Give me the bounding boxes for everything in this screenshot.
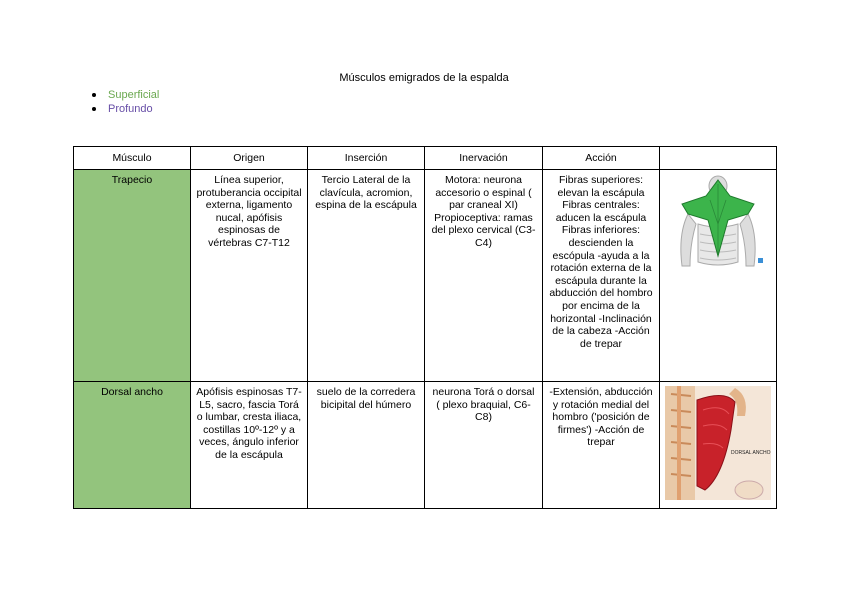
- legend-item-superficial: Superficial: [92, 88, 159, 102]
- header-inervacion: Inervación: [425, 147, 543, 170]
- cell-accion: Fibras superiores: elevan la escápula Fibras centrales: aducen la escápula Fibras inferiores: descienden la escópula -ayuda a la rotación externa de la escápula durante la abducción del hombro por encima de la horizontal -Inclinación de la cabeza -Acción de trepar: [543, 170, 660, 382]
- legend-list: [92, 88, 159, 116]
- header-musculo: Músculo: [74, 147, 191, 170]
- latissimus-dorsi-illustration: [665, 386, 771, 500]
- legend-item-profundo: Profundo: [92, 102, 159, 116]
- cell-origen: Apófisis espinosas T7-L5, sacro, fascia Torá o lumbar, cresta iliaca, costillas 10º-12º y a veces, ángulo inferior de la escápula: [191, 382, 308, 509]
- table-row: [74, 382, 777, 509]
- muscles-table: [73, 146, 777, 509]
- cell-accion: -Extensión, abducción y rotación medial del hombro ('posición de firmes') -Acción de trepar: [543, 382, 660, 509]
- cell-origen: Línea superior, protuberancia occipital externa, ligamento nucal, apófisis espinosas de vértebras C7-T12: [191, 170, 308, 382]
- header-origen: Origen: [191, 147, 308, 170]
- page-title: Músculos emigrados de la espalda: [339, 72, 509, 84]
- cell-musculo: Dorsal ancho: [74, 382, 191, 509]
- cell-inervacion: Motora: neurona accesorio o espinal ( par craneal XI) Propioceptiva: ramas del plexo cervical (C3-C4): [425, 170, 543, 382]
- header-insercion: Inserción: [308, 147, 425, 170]
- cell-insercion: Tercio Lateral de la clavícula, acromion, espina de la escápula: [308, 170, 425, 382]
- illustration-label: DORSAL ANCHO: [731, 450, 771, 456]
- trapezius-illustration: [668, 174, 768, 272]
- table-row: [74, 170, 777, 382]
- table-header-row: [74, 147, 777, 170]
- cell-image: [660, 382, 777, 509]
- cell-insercion: suelo de la corredera bicipital del húmero: [308, 382, 425, 509]
- header-accion: Acción: [543, 147, 660, 170]
- cell-inervacion: neurona Torá o dorsal ( plexo braquial, C6-C8): [425, 382, 543, 509]
- header-image: [660, 147, 777, 170]
- cell-image: [660, 170, 777, 382]
- cell-musculo: Trapecio: [74, 170, 191, 382]
